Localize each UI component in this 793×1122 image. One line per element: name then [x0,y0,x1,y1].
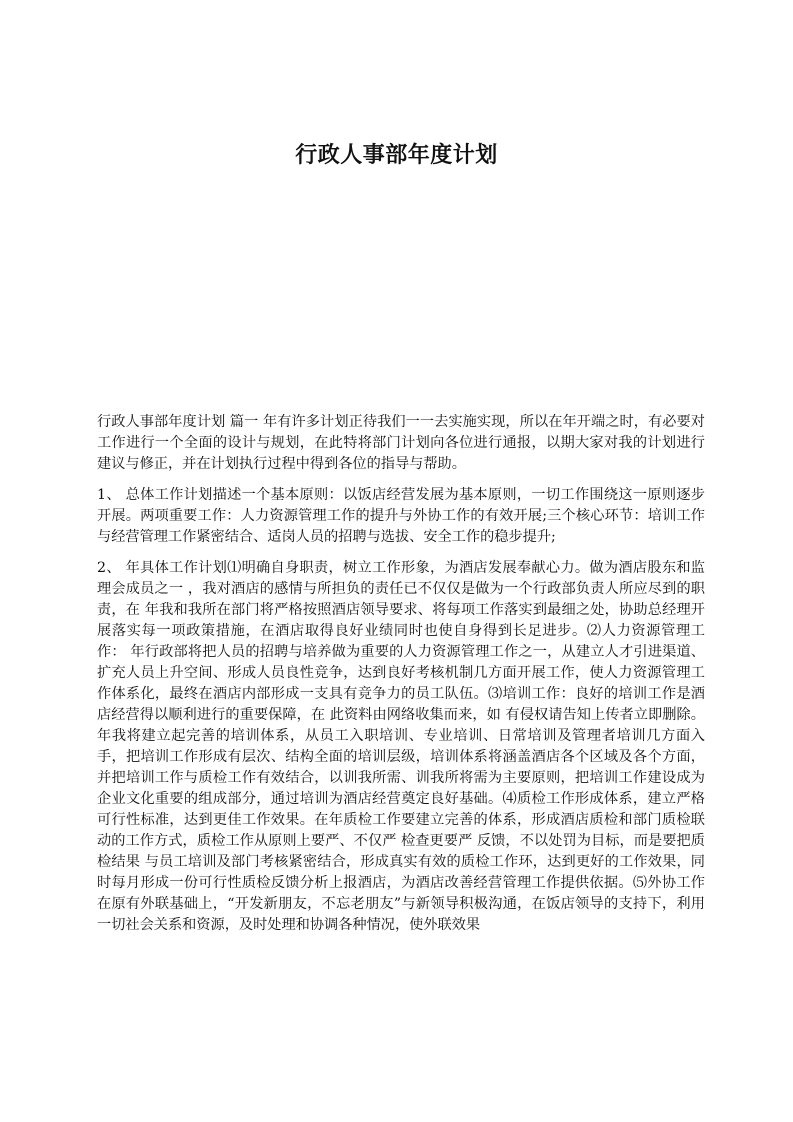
paragraph-detailed-plan: 2、 年具体工作计划⑴明确自身职责，树立工作形象，为酒店发展奉献心力。做为酒店股东和监理会成员之一 ，我对酒店的感情与所担负的责任已不仅仅是做为一个行政部负责人所应尽到的职责，在 年我和我所在部门将严格按照酒店领导要求、将每项工作落实到最细之处，协助总经理开展落实每一项政策措施，在酒店取得良好业绩同时也使自身得到长足进步。⑵人力资源管理工作： 年行政部将把人员的招聘与培养做为重要的人力资源管理工作之一，从建立人才引进渠道、扩充人员上升空间、形成人员良性竞争，达到良好考核机制几方面开展工作，使人力资源管理工作体系化，最终在酒店内部形成一支具有竞争力的员工队伍。⑶培训工作：良好的培训工作是酒店经营得以顺利进行的重要保障，在 此资料由网络收集而来，如 有侵权请告知上传者立即删除。年我将建立起完善的培训体系，从员工入职培训、专业培训、日常培训及管理者培训几方面入手，把培训工作形成有层次、结构全面的培训层级，培训体系将涵盖酒店各个区域及各个方面，并把培训工作与质检工作有效结合，以训我所需、训我所将需为主要原则，把培训工作建设成为企业文化重要的组成部分，通过培训为酒店经营奠定良好基础。⑷质检工作形成体系，建立严格可行性标准，达到更佳工作效果。在年质检工作要建立完善的体系，形成酒店质检和部门质检联动的工作方式，质检工作从原则上要严、不仅严 检查更要严 反馈，不以处罚为目标，而是要把质检结果 与员工培训及部门考核紧密结合，形成真实有效的质检工作环，达到更好的工作效果，同时每月形成一份可行性质检反馈分析上报酒店，为酒店改善经营管理工作提供依据。⑸外协工作在原有外联基础上，“开发新朋友，不忘老朋友”与新领导积极沟通，在饭店领导的支持下，利用一切社会关系和资源，及时处理和协调各种情况，使外联效果 [97,560,705,933]
paragraph-intro: 行政人事部年度计划 篇一 年有许多计划正待我们一一去实施实现，所以在年开端之时，有必要对工作进行一个全面的设计与规划，在此特将部门计划向各位进行通报，以期大家对我的计划进行建议与修正，并在计划执行过程中得到各位的指导与帮助。 [97,414,705,472]
document-body [97,412,705,946]
document-title: 行政人事部年度计划 [295,143,498,168]
paragraph-overall-plan: 1、 总体工作计划描述一个基本原则：以饭店经营发展为基本原则，一切工作围绕这一原则逐步开展。两项重要工作：人力资源管理工作的提升与外协工作的有效开展;三个核心环节：培训工作与经营管理工作紧密结合、适岗人员的招聘与选拔、安全工作的稳步提升; [97,487,705,545]
